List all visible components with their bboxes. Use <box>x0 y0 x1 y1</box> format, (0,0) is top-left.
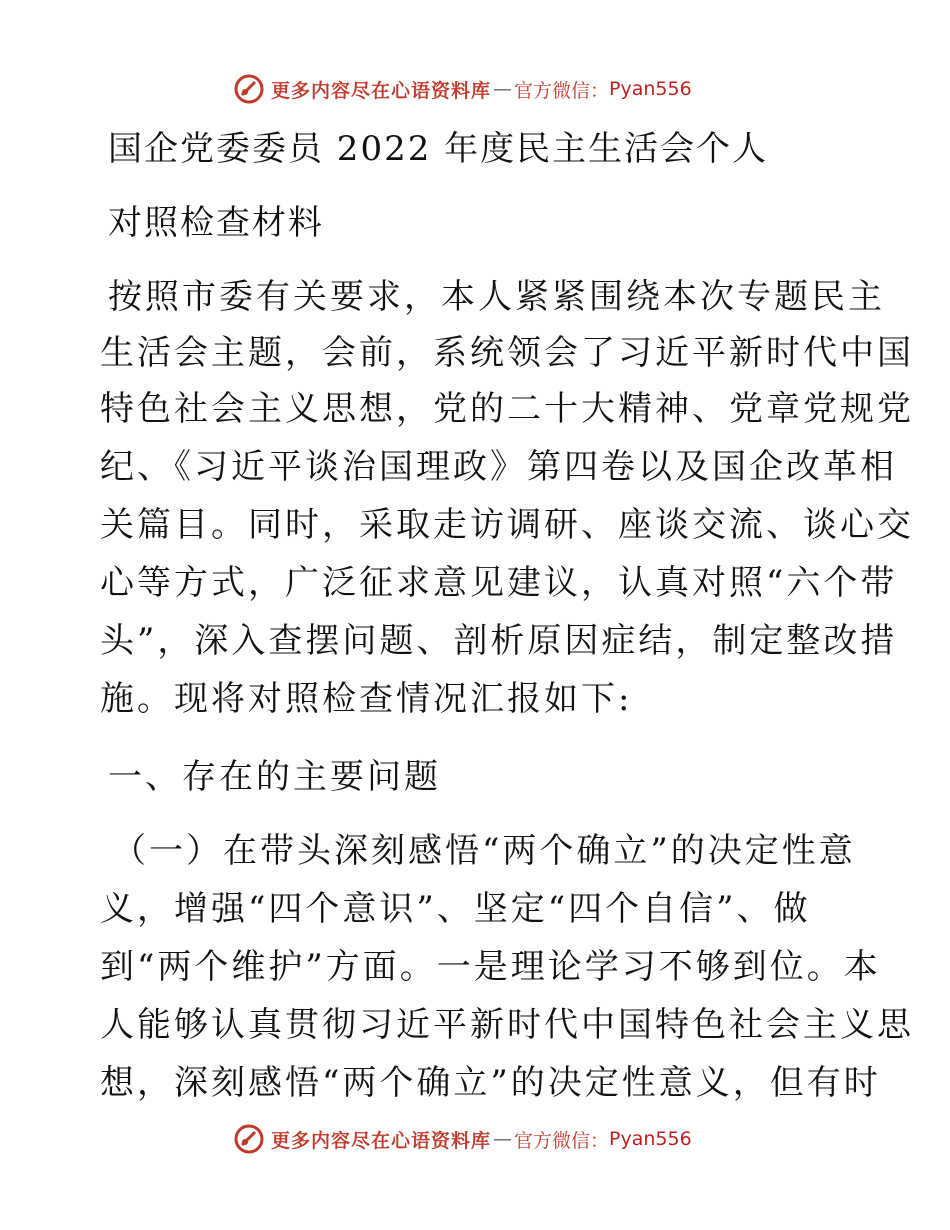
paragraph1-line-4: 纪、《习近平谈治国理政》第四卷以及国企改革相 <box>100 447 897 487</box>
brand-logo-icon <box>233 73 265 105</box>
document-title-line-2: 对照检查材料 <box>108 203 324 243</box>
paragraph2-line-5: 想，深刻感悟“两个确立”的决定性意义，但有时 <box>100 1063 881 1103</box>
watermark-footer <box>233 1122 692 1156</box>
brand-logo-icon <box>233 1123 265 1155</box>
watermark-separator: — <box>493 1128 513 1150</box>
paragraph1-line-3: 特色社会主义思想，党的二十大精神、党章党规党 <box>100 389 914 429</box>
paragraph2-line-2: 义，增强“四个意识”、坚定“四个自信”、做 <box>100 889 811 929</box>
watermark-brand: 更多内容尽在心语资料库 <box>271 1129 492 1152</box>
paragraph2-line-3: 到“两个维护”方面。一是理论学习不够到位。本 <box>100 947 881 987</box>
watermark-contact: Pyan556 <box>609 78 692 100</box>
paragraph1-line-5: 关篇目。同时，采取走访调研、座谈交流、谈心交 <box>100 505 914 545</box>
paragraph2-line-4: 人能够认真贯彻习近平新时代中国特色社会主义思 <box>100 1005 914 1045</box>
paragraph2-line-1: （一）在带头深刻感悟“两个确立”的决定性意 <box>112 831 856 871</box>
watermark-label: 官方微信： <box>514 1129 610 1152</box>
watermark-brand: 更多内容尽在心语资料库 <box>271 79 492 102</box>
watermark-label: 官方微信： <box>514 79 610 102</box>
watermark-contact: Pyan556 <box>609 1128 692 1150</box>
watermark-header <box>233 72 692 106</box>
paragraph1-line-7: 头”，深入查摆问题、剖析原因症结，制定整改措 <box>100 621 898 661</box>
paragraph1-line-8: 施。现将对照检查情况汇报如下: <box>100 679 633 719</box>
paragraph1-line-2: 生活会主题，会前，系统领会了习近平新时代中国 <box>100 333 914 373</box>
paragraph1-line-1: 按照市委有关要求，本人紧紧围绕本次专题民主 <box>108 277 885 317</box>
watermark-separator: — <box>493 78 513 100</box>
section-heading: 一、存在的主要问题 <box>108 757 441 797</box>
document-title-line-1: 国企党委委员 2022 年度民主生活会个人 <box>108 129 769 169</box>
paragraph1-line-6: 心等方式，广泛征求意见建议，认真对照“六个带 <box>100 563 898 603</box>
